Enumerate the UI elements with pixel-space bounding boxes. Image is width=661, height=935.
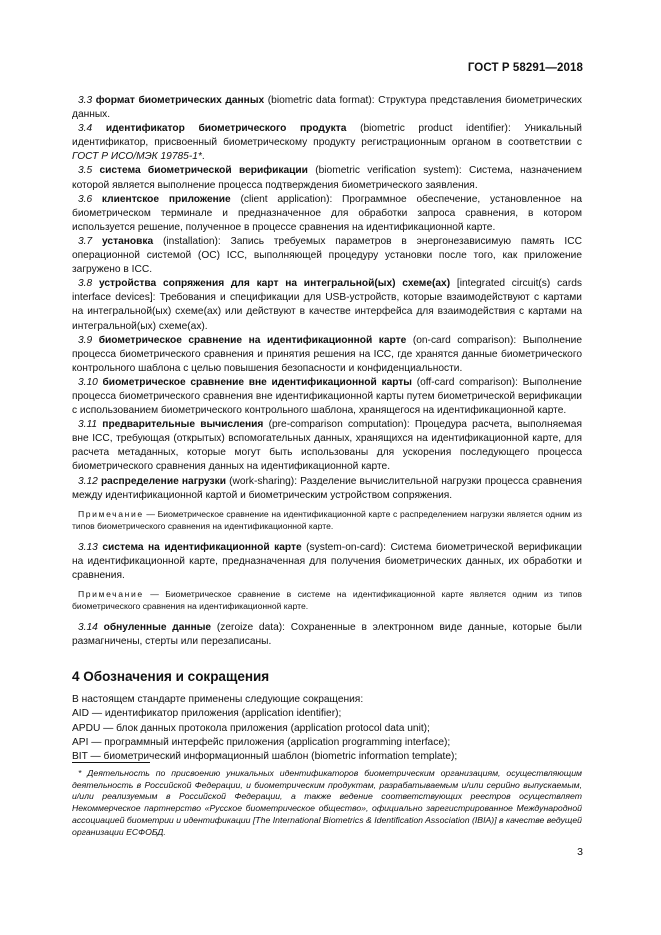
term-3-14 — [72, 621, 582, 649]
term-definition: (work-sharing): Разделение вычислительной нагрузки процесса сравнения между идентификационной картой и биометрическим устройством сопряжения. — [72, 475, 582, 501]
term-definition: (system-on-card): Система биометрической верификации на идентификационной карте, предназначенная для получения биометрических данных, их обработки и сравнения. — [72, 541, 582, 581]
term-number: 3.12 — [78, 475, 98, 487]
term-3-5 — [72, 164, 582, 192]
term-definition: (zeroize data): Сохраненные в электронном виде данные, которые были размагничены, стерты или перезаписаны. — [72, 621, 582, 647]
footnote-divider — [72, 762, 150, 763]
standard-reference: ГОСТ Р ИСО/МЭК 19785-1* — [72, 151, 202, 163]
term-definition: (biometric verification system): Система, назначением которой является выполнение процесса подтверждения биометрического заявления. — [72, 165, 582, 191]
term-number: 3.7 — [78, 235, 93, 247]
term-name: клиентское приложение — [101, 193, 231, 205]
term-number: 3.11 — [78, 419, 98, 431]
term-name: обнуленные данные — [103, 621, 212, 633]
term-3-4 — [72, 122, 582, 164]
term-definition: [integrated circuit(s) cards interface devices]: Требования и спецификации для USB-устройств, которые взаимодействуют с картами на интегральной(ых) схеме(ах) или действуют в качестве интерфейса для взаимодействия с картами на интегральной(ых) схеме(ах). — [72, 278, 582, 332]
term-definition: (pre-comparison computation): Процедура расчета, выполняемая вне ICC, требующая (открытых) вспомогательных данных, хранящихся на идентификационной карте, для расчета метаданных, которые могут быть использованы для ускорения последующего процесса биометрического сравнения данных на идентификационной карте. — [72, 419, 582, 473]
term-number: 3.8 — [78, 278, 93, 290]
section-intro: В настоящем стандарте применены следующие сокращения: — [72, 693, 364, 705]
term-number: 3.3 — [78, 95, 93, 106]
term-3-7 — [72, 235, 582, 277]
term-definition: (installation): Запись требуемых параметров в энергонезависимую память ICC операционной системой (ОС) ICC, выполняющей процедуру установки после того, как приложение загружено в ICC. — [72, 235, 582, 276]
term-name: распределение нагрузки — [100, 475, 226, 487]
note-text: — Биометрическое сравнение в системе на идентификационной карте является одним из типов биометрического сравнения на идентификационной карте. — [72, 588, 582, 612]
term-3-9 — [72, 334, 582, 376]
footnote: * Деятельность по присвоению уникальных идентификаторов биометрическим организациям, осуществляющим деятельность в Российской Федерации, и биометрическим продуктам, разрабатываемым и/или серийно выпускаемым, и/или реализуемым в Российской Федерации, а также ведение соответствующих реестров осуществляет Некоммерческое партнерство «Русское биометрическое общество», официально зарегистрированное Международной ассоциацией биометрии и идентификации [The International Biometrics & Identification Association (IBIA)] в качестве ведущей организации ЕСФОБД. — [72, 768, 582, 837]
term-number: 3.10 — [78, 376, 98, 388]
note-label: Примечание — [78, 508, 144, 519]
term-3-11 — [72, 418, 582, 474]
document-body — [72, 94, 582, 765]
abbreviation-item: BIT — биометрический информационный шаблон (biometric information template); — [72, 751, 458, 763]
term-name: система на идентификационной карте — [102, 541, 302, 553]
term-number: 3.6 — [78, 193, 93, 205]
term-name: идентификатор биометрического продукта — [105, 123, 347, 135]
term-name: предварительные вычисления — [102, 419, 264, 431]
term-3-13 — [72, 541, 582, 583]
standard-header: ГОСТ Р 58291—2018 — [467, 62, 583, 74]
term-3-10 — [72, 376, 582, 418]
term-number: 3.9 — [78, 334, 93, 346]
term-name: установка — [102, 235, 154, 247]
note-1 — [72, 508, 582, 533]
term-definition: (on-card comparison): Выполнение процесса биометрического сравнения и принятия решения на ICC, где хранятся данные биометрического контрольного шаблона с целью повышения безопасности и конфиденциальности. — [72, 334, 582, 374]
term-definition: (biometric data format): Структура представления биометрических данных. — [72, 95, 582, 121]
term-name: формат биометрических данных — [95, 95, 265, 106]
term-name: биометрическое сравнение вне идентификационной карты — [102, 376, 413, 388]
term-3-3 — [72, 94, 582, 122]
term-number: 3.4 — [78, 123, 93, 135]
term-3-8 — [72, 277, 582, 333]
note-text: — Биометрическое сравнение на идентификационной карте с распределением нагрузки является одним из типов биометрического сравнения на идентификационной карте. — [72, 508, 582, 532]
term-name: система биометрической верификации — [99, 165, 308, 177]
term-definition: (off-card comparison): Выполнение процесса биометрического сравнения вне идентификационной карты путем биометрической верификации с использованием биометрического контрольного шаблона, хранящегося на идентификационной карте. — [72, 376, 582, 417]
term-definition-tail: . — [201, 151, 205, 163]
term-definition: (biometric product identifier): Уникальный идентификатор, присвоенный биометрическому продукту регистрационным органом в соответствии с — [72, 123, 582, 149]
term-name: биометрическое сравнение на идентификационной карте — [98, 334, 407, 346]
term-number: 3.5 — [78, 165, 93, 177]
page-number: 3 — [577, 846, 583, 858]
note-2 — [72, 588, 582, 613]
note-label: Примечание — [78, 588, 144, 599]
section-title: 4 Обозначения и сокращения — [72, 668, 270, 684]
term-number: 3.14 — [78, 621, 98, 633]
term-number: 3.13 — [78, 541, 98, 553]
term-3-6 — [72, 193, 582, 235]
abbreviation-item: APDU — блок данных протокола приложения (application protocol data unit); — [72, 722, 430, 734]
term-name: устройства сопряжения для карт на интегральной(ых) схеме(ах) — [98, 278, 451, 290]
term-definition: (client application): Программное обеспечение, установленное на биометрическом терминале и предназначенное для обработки запроса сравнения, в котором используется решение, полученное в процессе сравнения на идентификационной карте. — [72, 193, 582, 233]
abbreviation-item: AID — идентификатор приложения (application identifier); — [72, 708, 342, 720]
term-3-12 — [72, 475, 582, 503]
abbreviation-item: API — программный интерфейс приложения (application programming interface); — [72, 737, 451, 749]
